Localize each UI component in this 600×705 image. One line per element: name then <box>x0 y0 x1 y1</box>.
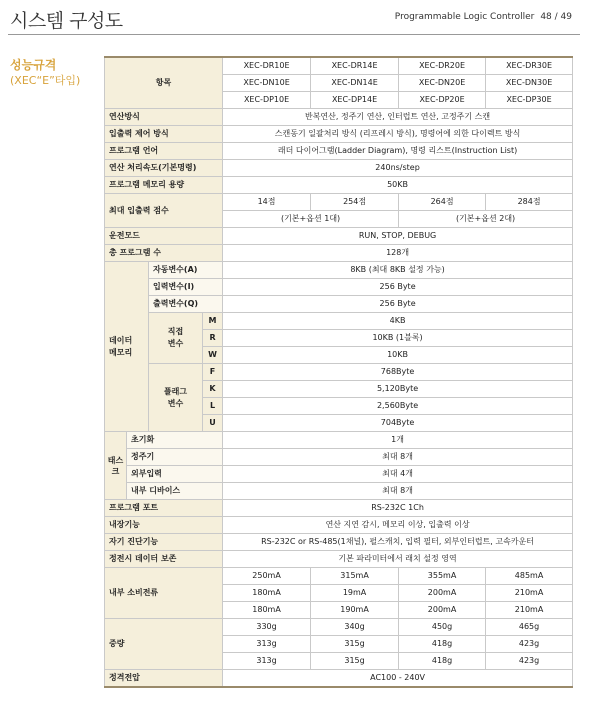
weight-cell: 418g <box>399 636 486 653</box>
table-row <box>105 109 573 126</box>
row-value: 1개 <box>223 432 573 449</box>
data-memory-label <box>105 262 149 432</box>
row-value: 50KB <box>223 177 573 194</box>
row-label: 프로그램 메모리 용량 <box>105 177 223 194</box>
flag-var-label <box>149 364 203 432</box>
current-cell: 180mA <box>223 602 311 619</box>
row-value: 반복연산, 정주기 연산, 인터럽트 연산, 고정주기 스캔 <box>223 109 573 126</box>
table-row <box>105 364 573 381</box>
row-value: 연산 지연 감시, 메모리 이상, 입출력 이상 <box>223 517 573 534</box>
current-cell: 200mA <box>399 602 486 619</box>
weight-cell: 418g <box>399 653 486 670</box>
model-cell: XEC-DN14E <box>311 75 399 92</box>
item-header: 항목 <box>105 57 223 109</box>
current-cell: 210mA <box>486 585 573 602</box>
table-row <box>105 279 573 296</box>
task-label: 태스크 <box>105 432 127 500</box>
row-label: 중량 <box>105 619 223 670</box>
model-cell: XEC-DR14E <box>311 57 399 75</box>
current-cell: 190mA <box>311 602 399 619</box>
table-row <box>105 517 573 534</box>
row-label: 입력변수(I) <box>149 279 223 296</box>
row-value: 256 Byte <box>223 296 573 313</box>
row-value: 4KB <box>223 313 573 330</box>
page-number: 48 / 49 <box>540 12 572 22</box>
row-value: 768Byte <box>223 364 573 381</box>
weight-cell: 315g <box>311 636 399 653</box>
io-note: (기본+옵션 2대) <box>399 211 573 228</box>
row-label: 출력변수(Q) <box>149 296 223 313</box>
table-row <box>105 466 573 483</box>
io-note: (기본+옵션 1대) <box>223 211 399 228</box>
section-subtitle: (XEC“E”타입) <box>10 74 81 87</box>
current-cell: 485mA <box>486 568 573 585</box>
row-value: 8KB (최대 8KB 설정 가능) <box>223 262 573 279</box>
data-memory-label-line: 데이터 <box>109 335 133 345</box>
row-label: 연산방식 <box>105 109 223 126</box>
row-label: 정주기 <box>127 449 223 466</box>
current-cell: 180mA <box>223 585 311 602</box>
device-key: M <box>203 313 223 330</box>
page-title: 시스템 구성도 <box>10 10 123 32</box>
table-row <box>105 313 573 330</box>
data-memory-label-line: 메모리 <box>109 347 133 357</box>
row-label: 총 프로그램 수 <box>105 245 223 262</box>
io-points: 284점 <box>486 194 573 211</box>
table-row <box>105 432 573 449</box>
model-cell: XEC-DR10E <box>223 57 311 75</box>
weight-cell: 423g <box>486 653 573 670</box>
row-label: 운전모드 <box>105 228 223 245</box>
direct-var-label-line: 변수 <box>167 339 184 348</box>
row-label: 초기화 <box>127 432 223 449</box>
table-row <box>105 670 573 688</box>
device-key: L <box>203 398 223 415</box>
row-value: 최대 8개 <box>223 449 573 466</box>
weight-cell: 313g <box>223 636 311 653</box>
table-row <box>105 619 573 636</box>
table-row <box>105 483 573 500</box>
io-points: 14점 <box>223 194 311 211</box>
row-label: 내부 소비전류 <box>105 568 223 619</box>
header-divider <box>8 34 580 35</box>
weight-cell: 465g <box>486 619 573 636</box>
model-cell: XEC-DP14E <box>311 92 399 109</box>
device-key: W <box>203 347 223 364</box>
spec-table <box>104 56 573 688</box>
table-row <box>105 262 573 279</box>
table-row <box>105 449 573 466</box>
flag-var-label-line: 플래그 <box>163 386 188 396</box>
row-value: RS-232C 1Ch <box>223 500 573 517</box>
current-cell: 19mA <box>311 585 399 602</box>
direct-var-label-line: 직접 <box>167 327 184 336</box>
model-cell: XEC-DP10E <box>223 92 311 109</box>
row-value: 128개 <box>223 245 573 262</box>
current-cell: 315mA <box>311 568 399 585</box>
row-value: 5,120Byte <box>223 381 573 398</box>
header-info <box>395 12 572 22</box>
io-points: 254점 <box>311 194 399 211</box>
io-points: 264점 <box>399 194 486 211</box>
row-label: 프로그램 포트 <box>105 500 223 517</box>
device-key: R <box>203 330 223 347</box>
row-label: 프로그램 언어 <box>105 143 223 160</box>
row-label: 정격전압 <box>105 670 223 688</box>
table-row <box>105 551 573 568</box>
row-value: 스캔동기 일괄처리 방식 (리프레시 방식), 명령어에 의한 다이렉트 방식 <box>223 126 573 143</box>
flag-var-label-line: 변수 <box>167 398 184 408</box>
device-key: U <box>203 415 223 432</box>
table-row <box>105 57 573 75</box>
table-row <box>105 160 573 177</box>
row-value: 최대 4개 <box>223 466 573 483</box>
row-value: RS-232C or RS-485(1채널), 펄스캐치, 입력 필터, 외부인터럽트, 고속카운터 <box>223 534 573 551</box>
row-label: 정전시 데이터 보존 <box>105 551 223 568</box>
table-row <box>105 194 573 211</box>
row-value: 704Byte <box>223 415 573 432</box>
device-key: K <box>203 381 223 398</box>
model-cell: XEC-DN10E <box>223 75 311 92</box>
table-row <box>105 534 573 551</box>
row-value: 256 Byte <box>223 279 573 296</box>
current-cell: 200mA <box>399 585 486 602</box>
current-cell: 250mA <box>223 568 311 585</box>
section-title: 성능규격 <box>10 58 57 72</box>
table-row <box>105 228 573 245</box>
row-value: 래더 다이어그램(Ladder Diagram), 명령 리스트(Instruction List) <box>223 143 573 160</box>
row-value: 기본 파라미터에서 래치 설정 영역 <box>223 551 573 568</box>
weight-cell: 330g <box>223 619 311 636</box>
row-value: 10KB <box>223 347 573 364</box>
weight-cell: 340g <box>311 619 399 636</box>
weight-cell: 313g <box>223 653 311 670</box>
row-label: 연산 처리속도(기본명령) <box>105 160 223 177</box>
row-value: RUN, STOP, DEBUG <box>223 228 573 245</box>
row-label: 내부 디바이스 <box>127 483 223 500</box>
model-cell: XEC-DP30E <box>486 92 573 109</box>
table-row <box>105 126 573 143</box>
model-cell: XEC-DN30E <box>486 75 573 92</box>
table-row <box>105 296 573 313</box>
model-cell: XEC-DR30E <box>486 57 573 75</box>
row-value: 10KB (1블록) <box>223 330 573 347</box>
model-cell: XEC-DN20E <box>399 75 486 92</box>
row-label: 입출력 제어 방식 <box>105 126 223 143</box>
table-row <box>105 245 573 262</box>
row-label: 외부입력 <box>127 466 223 483</box>
weight-cell: 423g <box>486 636 573 653</box>
row-value: 최대 8개 <box>223 483 573 500</box>
header-subtitle: Programmable Logic Controller <box>394 12 535 22</box>
device-key: F <box>203 364 223 381</box>
table-row <box>105 177 573 194</box>
table-row <box>105 500 573 517</box>
table-row <box>105 568 573 585</box>
current-cell: 210mA <box>486 602 573 619</box>
table-row <box>105 143 573 160</box>
model-cell: XEC-DP20E <box>399 92 486 109</box>
row-label: 자기 진단기능 <box>105 534 223 551</box>
row-label: 내장기능 <box>105 517 223 534</box>
direct-var-label <box>149 313 203 364</box>
row-label: 최대 입출력 점수 <box>105 194 223 228</box>
current-cell: 355mA <box>399 568 486 585</box>
model-cell: XEC-DR20E <box>399 57 486 75</box>
row-label: 자동변수(A) <box>149 262 223 279</box>
row-value: 2,560Byte <box>223 398 573 415</box>
row-value: AC100 - 240V <box>223 670 573 688</box>
weight-cell: 315g <box>311 653 399 670</box>
weight-cell: 450g <box>399 619 486 636</box>
row-value: 240ns/step <box>223 160 573 177</box>
